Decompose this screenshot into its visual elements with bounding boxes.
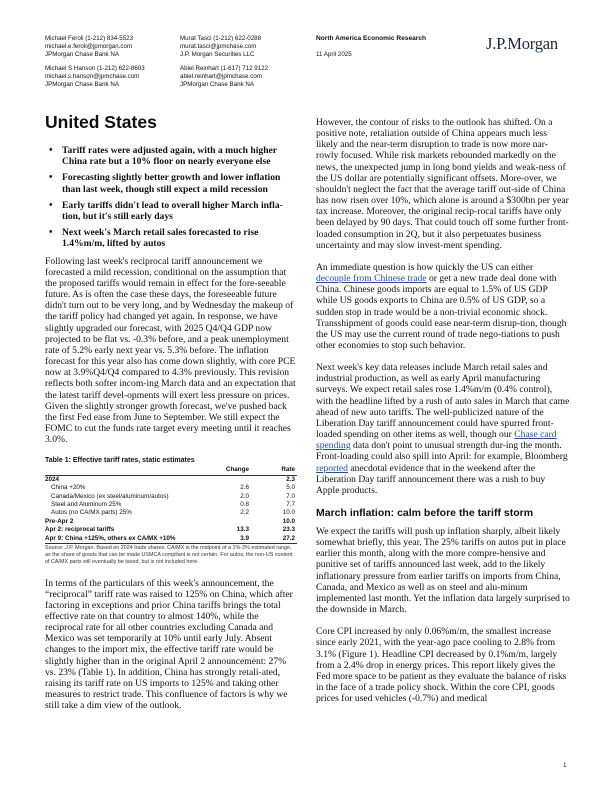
author-email[interactable]: michael.e.feroli@jpmorgan.com (45, 43, 133, 51)
row-change: 13.3 (236, 526, 249, 534)
row-change: 2.6 (240, 484, 249, 492)
author-entity: JPMorgan Chase Bank NA (45, 81, 119, 89)
authors-left (45, 35, 145, 89)
body-paragraph: In terms of the particulars of this week's announcement, the “reciprocal” tariff rate was raised to 125% on China, which after factoring in exceptions and prior China tariffs brings the total effective rate on that country to almost 140%, while the reciprocal rate for all other countries excluding Canada and Mexico was set temporarily at 10% until early July. Absent changes to the import mix, the effective tariff rate would be slightly higher than in the original April 2 announcement: 27% vs. 23% (Table 1). In addition, China has strongly retali-ated, raising its tariff rate on US imports to 125% and taking other measures to restrict trade. This confluence of factors is why we still take a dim view of the outlook. (45, 577, 293, 712)
key-point: • Early tariffs didn't lead to overall higher March infla-tion, but it's still early days (45, 200, 297, 222)
region-heading: United States (45, 112, 157, 132)
table-row (45, 518, 297, 526)
right-column (316, 117, 570, 715)
left-column (45, 112, 297, 722)
author-name: Michael Feroli (1-212) 834-5523 (45, 35, 134, 42)
author-name: Abiel Reinhart (1-617) 712 9122 (180, 64, 269, 72)
row-change: 0.8 (240, 500, 249, 508)
col-rate-header: Rate (281, 466, 295, 474)
author-entity: JPMorgan Chase Bank NA (180, 81, 254, 89)
table-row (45, 526, 297, 534)
table-row (45, 501, 297, 509)
table-row (45, 535, 297, 544)
body-paragraph: Next week's key data releases include March retail sales and industrial production, as well as early April manufacturing surveys. We expect retail sales rose 1.4%m/m (0.4% control), with the headline lifted by a rush of auto sales in March that came ahead of new auto tariffs. The well-publicized nature of the Liberation Day tariff announcement could have spurred front-loaded spending on other items as well, though our Chase card spending data don't point to unusual strength dur-ing the month. Front-loading could also spill into April: for example, Bloomberg reported anecdotal evidence that in the weekend after the Liberation Day tariff announcement there was a rush to buy Apple products. (316, 362, 570, 496)
col-change-header: Change (225, 466, 249, 474)
row-change: 2.0 (240, 492, 249, 500)
row-rate: 2.3 (286, 475, 295, 483)
row-label: Apr 9: China +125%, others ex CA/MX +10% (45, 534, 176, 542)
row-label: Apr 2: reciprocal tariffs (45, 526, 115, 534)
body-paragraph: An immediate question is how quickly the US can either decouple from Chinese trade or get a new trade deal done with China. Chinese goods imports are equal to 1.5% of US GDP while US goods exports to China are 0.5% of US GDP, so a sudden stop in trade would be a non-trivial economic shock. Transshipment of goods could ease near-term disrup-tion, though the US may use the current round of trade nego-tiations to push other economies to stop such behavior. (316, 261, 567, 351)
row-change (209, 476, 249, 484)
body-paragraph: However, the contour of risks to the outlook has shifted. On a positive note, retaliation outside of China appears much less likely and the near-term disruption to trade is now more nar-rowly focused. While risk markets rebounded markedly on the news, the unexpected jump in long bond yields and weak-ness of the US dollar are potentially significant offsets. More-over, we shouldn't neglect the fact that the average tariff out-side of China has now risen over 10%, which alone is around a $300bn per year tax increase. Moreover, the original recip-rocal tariffs have only been delayed by 90 days. That could touch off some further front-loaded consumption in 2Q, but it also perpetuates business uncertainty and may slow invest-ment spending. (316, 117, 569, 251)
row-label: Canada/Mexico (ex steel/aluminum/autos) (51, 492, 169, 500)
table-body (45, 476, 297, 544)
authors-right (180, 35, 268, 89)
table-row (45, 493, 297, 501)
table-row (45, 476, 297, 484)
report-title: North America Economic Research (316, 35, 427, 42)
row-rate: 7.0 (286, 492, 295, 500)
decouple-link[interactable]: decouple from Chinese trade (316, 273, 427, 285)
row-rate: 5.0 (286, 484, 295, 492)
tariff-table (45, 456, 297, 566)
row-rate: 10.0 (282, 517, 295, 525)
table-row (45, 484, 297, 492)
table-header-row (45, 466, 297, 475)
key-points (45, 145, 297, 250)
key-point: • Tariff rates were adjusted again, with a much higher China rate but a 10% floor on nearly everyone else (45, 145, 297, 167)
author-name: Murat Tasci (1-212) 622-0288 (180, 35, 262, 42)
report-meta (316, 35, 426, 59)
table-row (45, 509, 297, 517)
row-label: Steel and Aluminum 25% (51, 500, 122, 508)
author-entity: J.P. Morgan Securities LLC (180, 51, 255, 59)
body-paragraph: Following last week's reciprocal tariff announcement we forecasted a mild recession, conditional on the assumption that the proposed tariffs would remain in effect for the fore-seeable future. As is often the case these days, the foreseeable future didn't turn out to be very long, and by Wednesday the makeup of the tariff policy had changed yet again. In response, we have slightly upgraded our forecast, with 2025 Q4/Q4 GDP now projected to be flat vs. -0.3% before, and a peak unemployment rate of 5.2% early next year vs. 5.3% before. The inflation forecast for this year also has come down slightly, with core PCE now at 3.9%Q4/Q4 compared to 4.3% previously. This revision reflects both softer incom-ing March data and an expectation that the latest tariff devel-opments will exert less pressure on prices. Given the slightly stronger growth forecast, we've pushed back the first Fed ease from June to September. We still expect the FOMC to cut the funds rate target every meeting until it reaches 3.0%. (45, 255, 296, 446)
row-change: 3.9 (240, 534, 249, 542)
author-entity: JPMorgan Chase Bank NA (45, 51, 119, 59)
row-label: 2024 (45, 475, 60, 483)
row-change (209, 518, 249, 526)
body-paragraph: We expect the tariffs will push up inflation sharply, albeit likely somewhat briefly, this year. The 25% tariffs on autos put in place earlier this month, along with the more compre-hensive and punitive set of tariffs announced last week, add to the likely inflationary pressure from earlier tariffs on imports from China, Canada, and Mexico as well as on steel and alu-minum implemented last month. Yet the inflation data largely surprised to the downside in March. (316, 526, 570, 616)
report-date: 11 April 2025 (316, 51, 352, 59)
table-title: Table 1: Effective tariff rates, static estimates (45, 457, 195, 465)
chase-card-spending-link[interactable]: Chase card spending (316, 429, 557, 452)
author-email[interactable]: murat.tasci@jpmchase.com (180, 43, 257, 51)
row-rate: 7.7 (286, 500, 295, 508)
key-point: • Forecasting slightly better growth and lower inflation than last week, though still expect a mild recession (45, 172, 297, 194)
row-label: China +20% (51, 484, 86, 492)
section-heading: March inflation: calm before the tariff storm (316, 507, 534, 519)
row-rate: 27.2 (282, 534, 295, 542)
bloomberg-reported-link[interactable]: reported (316, 462, 348, 474)
author-name: Michael S Hanson (1-212) 622-8603 (45, 64, 145, 72)
page-number: 1 (563, 762, 567, 769)
table-source: Source: J.P. Morgan. Based on 2024 trade shares. CA/MX is the midpoint of a 1%-3% estimated range, as the share of goods that can be made USMCA compliant is not certain. For autos, the non-US content of CA/MX parts will eventually be taxed, but is not included here. (45, 544, 293, 566)
row-label: Pre-Apr 2 (45, 517, 74, 525)
row-label: Autos (no CA/MX parts) 25% (51, 509, 132, 517)
row-rate: 10.0 (282, 509, 295, 517)
author-email[interactable]: abiel.reinhart@jpmchase.com (180, 72, 262, 80)
body-paragraph: Core CPI increased by only 0.06%m/m, the smallest increase since early 2021, with the year-ago pace cooling to 2.8% from 3.1% (Figure 1). Headline CPI decreased by 0.1%m/m, largely from a 2.4% drop in energy prices. This report likely gives the Fed more space to be patient as they evaluate the balance of risks in the face of a trade policy shock. Within the core CPI, goods prices for used vehicles (-0.7%) and medical (316, 626, 567, 705)
jpmorgan-logo: J.P.Morgan (486, 34, 558, 53)
row-rate: 23.3 (282, 526, 295, 534)
key-point: • Next week's March retail sales forecasted to rise 1.4%m/m, lifted by autos (45, 227, 297, 249)
row-change: 2.2 (240, 509, 249, 517)
author-email[interactable]: michael.s.hanson@jpmchase.com (45, 72, 140, 80)
